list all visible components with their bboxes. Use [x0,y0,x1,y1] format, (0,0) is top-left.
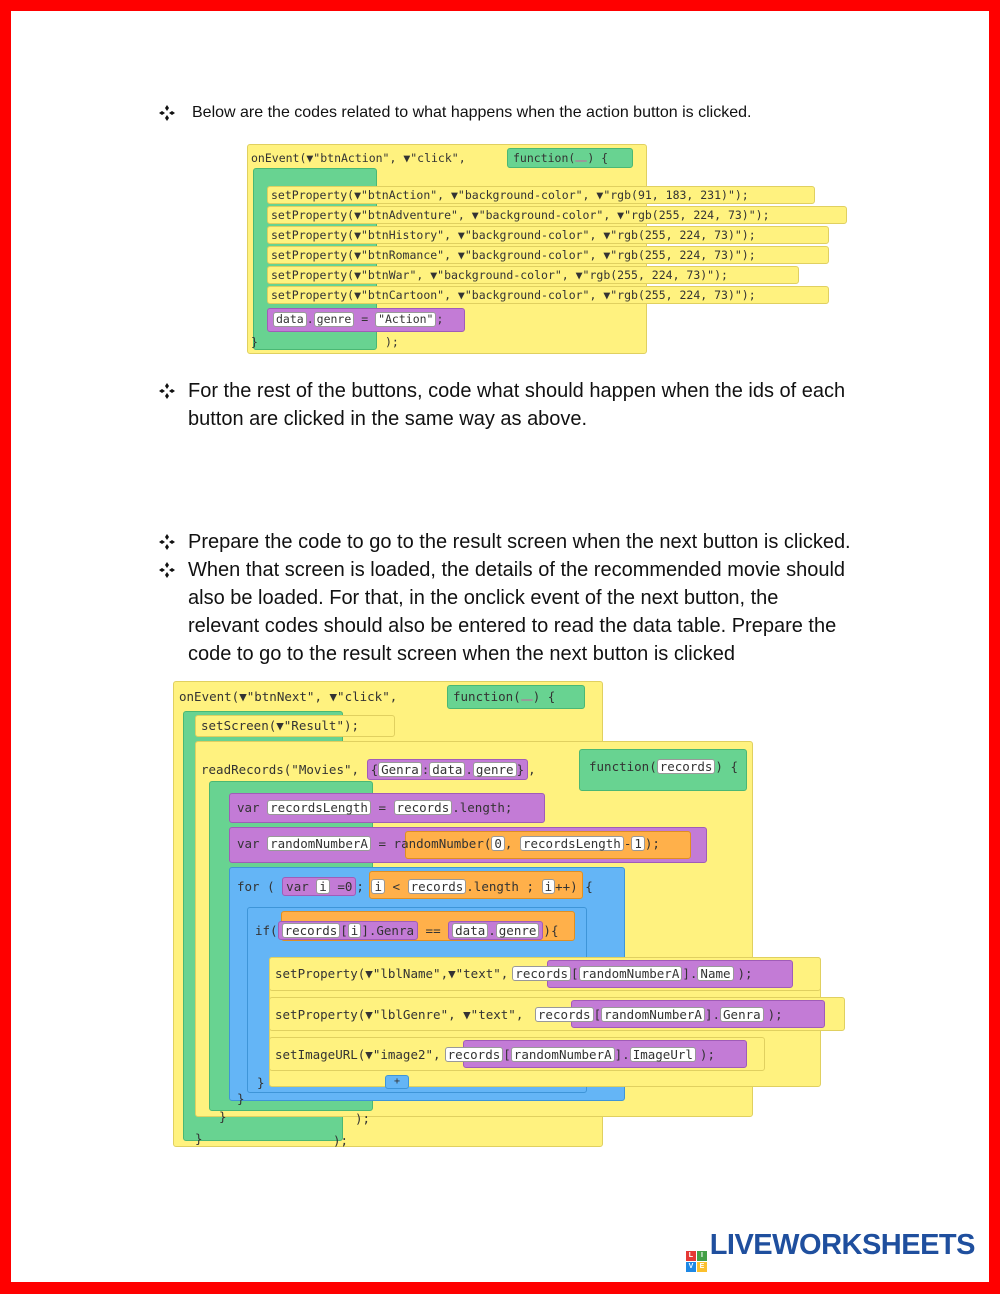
for-init [282,877,356,896]
records-ref: records [512,966,571,981]
length-prop: .length [466,879,519,894]
data-ref: data [452,923,488,938]
loop-var: i [371,879,385,894]
code-line: setProperty(▼"btnHistory", ▼"background-color", ▼"rgb(255, 224, 73)"); [271,228,756,242]
close-brace: } [251,335,258,349]
logo-squares-icon [686,1251,707,1272]
code-line: setProperty(▼"btnAction", ▼"background-color", ▼"rgb(91, 183, 231)"); [271,188,749,202]
index-ref: randomNumberA [601,1007,705,1022]
for-var-kw: var [286,879,309,894]
records-ref: records [535,1007,594,1022]
diamond-bullet-icon [159,99,177,127]
code-line: setProperty(▼"btnAdventure", ▼"background-color", ▼"rgb(255, 224, 73)"); [271,208,770,222]
records-expr: records [ randomNumberA ]. ImageUrl [441,1047,700,1063]
eq-op: == [425,923,441,938]
onevent-close: ); [333,1133,349,1148]
increment-op: ++ [555,879,571,894]
init-value: =0 [337,879,353,894]
setproperty-call: setProperty(▼"lblGenre", ▼"text", [275,1007,524,1022]
instruction-text: Prepare the code to go to the result screen when the next button is clicked. [188,531,851,553]
records-param: records [657,759,716,774]
call-end: ); [767,1007,783,1022]
randomnumber-fn: randomNumber( [393,836,492,851]
close-paren: ); [385,335,399,349]
records-fn-end: ) { [715,759,738,774]
index-ref: randomNumberA [511,1047,615,1062]
readrecords-close: ); [355,1111,371,1126]
genra-prop: Genra [720,1007,764,1022]
genra-prop: .Genra [368,923,415,938]
instruction-text: For the rest of the buttons, code what should happen when the ids of each button are clicked in the same way as above. [188,380,846,430]
records-expr: records [ randomNumberA ]. Name [508,966,737,982]
setproperty-call: setProperty(▼"lblName",▼"text", [275,966,509,981]
genre-prop: genre [496,923,540,938]
logo-square: E [697,1262,707,1272]
if-right: data . genre [448,921,543,940]
name-prop: Name [697,966,733,981]
equals-op: = [378,836,387,851]
records-ref: records [445,1047,504,1062]
if-end: ){ [543,923,559,938]
action-value: "Action" [375,312,436,327]
index-ref: randomNumberA [579,966,683,981]
instruction-1 [159,99,751,127]
function-keyword: function( [453,689,521,704]
records-fn-keyword: function( [589,759,657,774]
if-left: records [ i ].Genra [278,921,418,940]
code-line: setProperty(▼"btnRomance", ▼"background-color", ▼"rgb(255, 224, 73)"); [271,248,756,262]
length-prop: .length; [452,800,513,815]
records-expr: records [ randomNumberA ]. Genra [531,1007,768,1023]
call-end: ); [644,836,660,851]
minus-op: - [623,836,632,851]
for-close: } [237,1091,245,1106]
var-name: randomNumberA [267,836,371,851]
assignment-line: data . genre = "Action" ; [273,311,443,327]
equals-op: = [361,312,369,326]
function-keyword: function( [513,151,576,165]
filter-key: Genra [378,762,422,777]
instruction-3 [159,528,904,556]
if-keyword: if( [255,923,278,938]
records-ref: records [394,800,453,815]
var-name: recordsLength [267,800,371,815]
data-var: data [273,312,307,327]
instruction-text: Below are the codes related to what happens when the action button is clicked. [192,104,752,121]
filter-object: { Genra : data . genre } [367,759,529,780]
logo-square: L [686,1251,696,1261]
instruction-2 [159,377,899,433]
code-line: setProperty(▼"btnCartoon", ▼"background-color", ▼"rgb(255, 224, 73)"); [271,288,756,302]
loop-var: i [542,879,556,894]
for-keyword: for ( [237,879,275,894]
code-block-next: onEvent(▼"btnNext", ▼"click", function( ) { setScreen(▼"Result"); readRecords("Movies", { Genra : data . genre } , function( records ) { var recordsLength = records .length; var randomNumberA = randomNumber( 0 , recordsLength - 1 ); for ( var i =0 ; i < records .length ; i ++) { if( records [ i ].Genra == data . genre ){ setProperty(▼"lblName",▼"text", records [ randomNumberA ]. Name ); setProperty(▼"lblGenre", ▼"text", records [ randomNumberA ]. Genra ); setImageURL(▼"image2", records [ randomNumberA ]. ImageUrl ); } + } } ); } ); [173,681,853,1151]
filter-genre: genre [473,762,517,777]
arg-length: recordsLength [520,836,624,851]
arg-zero: 0 [491,836,505,851]
code-block-action [247,144,847,354]
records-fn-close: } [219,1109,227,1124]
logo-square: I [697,1251,707,1261]
lt-op: < [392,879,401,894]
param-slot [521,699,533,701]
function-close: } [195,1131,203,1146]
onevent-header: onEvent(▼"btnNext", ▼"click", [179,689,398,704]
var-keyword: var [237,836,260,851]
loop-var: i [316,879,330,894]
instruction-4 [159,556,904,668]
imageurl-prop: ImageUrl [630,1047,696,1062]
setimageurl-call: setImageURL(▼"image2", [275,1047,441,1062]
add-else-button[interactable]: + [385,1075,409,1089]
instruction-text: When that screen is loaded, the details of the recommended movie should also be loaded. For that, in the onclick event of the next button, the relevant codes should also be entered to read the data table. Prepare the code to go to the result screen when the next button is clicked [188,559,846,665]
var-keyword: var [237,800,260,815]
if-close: } [257,1075,265,1090]
code-line: setProperty(▼"btnWar", ▼"background-color", ▼"rgb(255, 224, 73)"); [271,268,728,282]
diamond-bullet-icon [159,556,177,584]
for-end: ) { [570,879,593,894]
records-ref: records [282,923,341,938]
function-end: ) { [587,151,609,165]
logo-text: LIVEWORKSHEETS [709,1229,975,1261]
diamond-bullet-icon [159,528,177,556]
liveworksheets-logo [686,1229,975,1272]
arg-one: 1 [631,836,645,851]
call-end: ); [699,1047,715,1062]
onevent-header: onEvent(▼"btnAction", ▼"click", [251,151,466,165]
call-end: ); [737,966,753,981]
function-end: ) { [532,689,556,704]
equals-op: = [378,800,387,815]
genre-prop: genre [314,312,355,327]
semicolon: ; [356,879,364,894]
semicolon: ; [526,879,535,894]
filter-data: data [429,762,465,777]
readrecords-call: readRecords("Movies", [201,762,360,777]
param-slot [575,160,587,162]
records-ref: records [408,879,467,894]
setscreen-line: setScreen(▼"Result"); [201,718,360,733]
logo-square: V [686,1262,696,1272]
loop-var: i [348,923,362,938]
diamond-bullet-icon [159,377,177,405]
